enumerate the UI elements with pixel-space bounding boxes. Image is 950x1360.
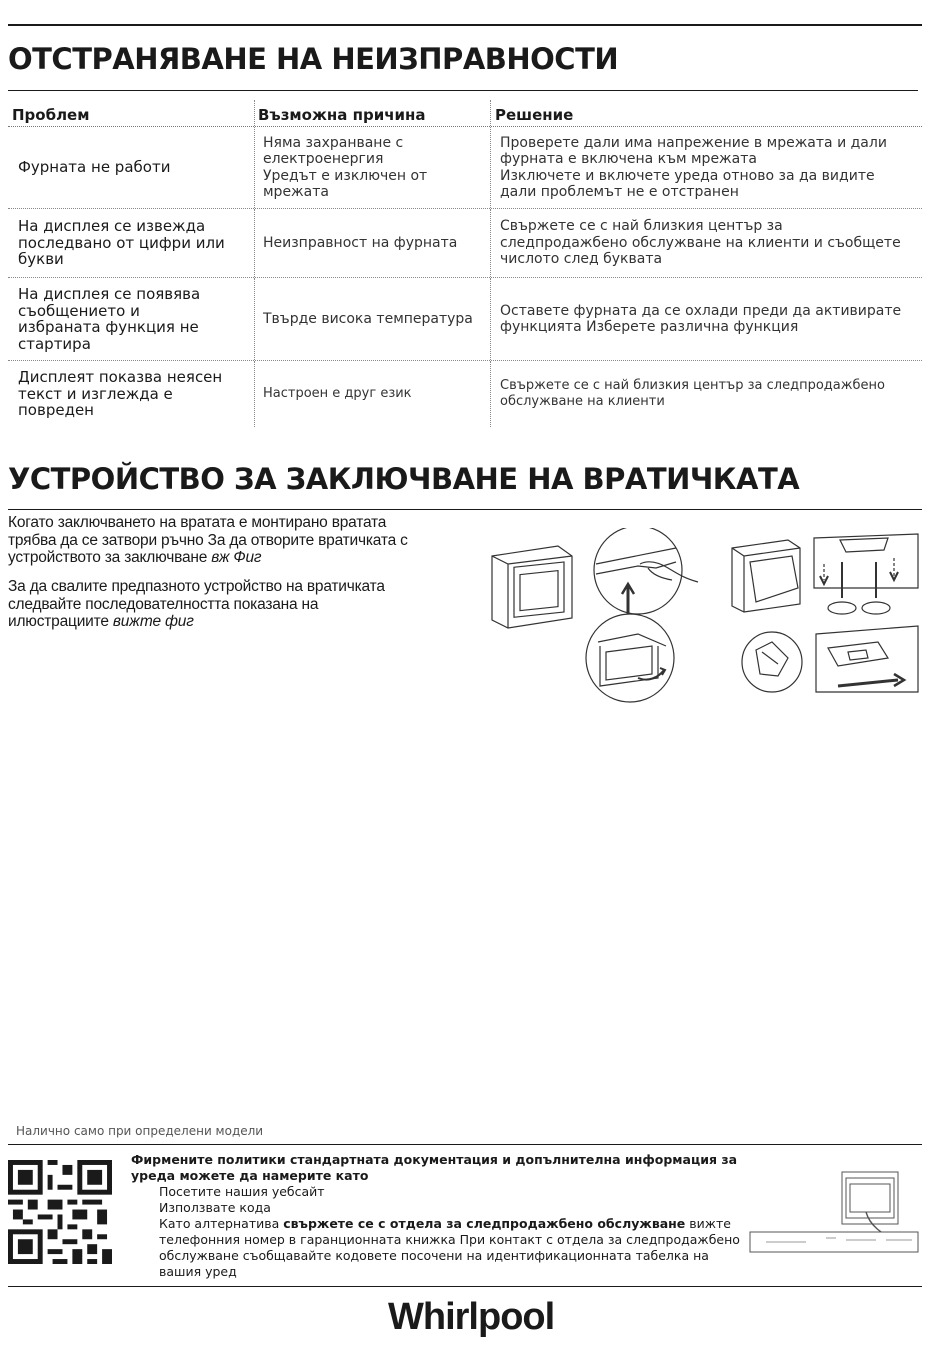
service-post: вижте телефонния номер в гаранционната книжка При контакт с отдела за следпродажбено обслужване съобщавайте кодовете посочени на идентификационната табелка на вашия уред	[159, 1216, 740, 1279]
column-divider	[254, 278, 255, 360]
solution-cell: Оставете фурната да се охлади преди да активирате функцията Изберете различна функция	[500, 302, 902, 335]
column-divider	[490, 278, 491, 360]
service-pre: Като алтернатива	[159, 1216, 284, 1231]
footer-bold-line: Фирмените политики стандартната документация и допълнителна информация за уреда можете да намерите като	[131, 1152, 738, 1183]
qr-code-icon[interactable]	[8, 1160, 112, 1264]
para1-text: Когато заключването на вратата е монтирано вратата трябва да се затвори ръчно За да отворите вратичката с устройството за заключване	[8, 514, 408, 566]
header-problem: Проблем	[12, 106, 90, 124]
cause-cell: Няма захранване с електроенергия Уредът е изключен от мрежата	[263, 134, 428, 200]
footer-website-line: Посетите нашия уебсайт	[159, 1184, 325, 1199]
column-divider	[254, 209, 255, 277]
table-header	[8, 100, 922, 127]
column-divider	[254, 361, 255, 427]
column-divider	[490, 361, 491, 427]
footer-info	[131, 1152, 751, 1280]
availability-note: Налично само при определени модели	[16, 1124, 264, 1138]
column-divider	[254, 100, 255, 126]
header-cause: Възможна причина	[258, 106, 426, 124]
title-underline	[8, 90, 918, 91]
para2-figure-ref: вижте фиг	[112, 613, 194, 630]
door-open-illustration	[488, 528, 708, 704]
column-divider	[490, 127, 491, 208]
footer-top-rule	[8, 1144, 922, 1145]
problem-cell: Фурната не работи	[18, 158, 171, 177]
problem-cell: На дисплея се извежда последвано от цифри или букви	[18, 217, 225, 269]
para1-figure-ref: вж Фиг	[211, 549, 262, 566]
solution-cell: Свържете се с най близкия център за следпродажбено обслужване на клиенти	[500, 377, 885, 409]
rating-plate-illustration	[746, 1170, 922, 1260]
footer-qr-line: Използвате кода	[159, 1200, 271, 1215]
troubleshooting-title: ОТСТРАНЯВАНЕ НА НЕИЗПРАВНОСТИ	[8, 42, 619, 76]
door-lock-removal-illustration	[728, 528, 928, 704]
cause-cell: Настроен е друг език	[263, 385, 412, 401]
problem-cell: На дисплея се появява съобщението и избраната функция не стартира	[18, 285, 201, 353]
table-row	[8, 361, 922, 427]
column-divider	[490, 209, 491, 277]
footer-bottom-rule	[8, 1286, 922, 1287]
header-solution: Решение	[495, 106, 574, 124]
footer-service-line	[131, 1216, 751, 1280]
table-row	[8, 127, 922, 209]
door-lock-paragraph-2	[8, 578, 478, 631]
solution-cell: Свържете се с най близкия център за следпродажбено обслужване на клиенти и съобщете числото след буквата	[500, 218, 901, 268]
door-lock-title: УСТРОЙСТВО ЗА ЗАКЛЮЧВАНЕ НА ВРАТИЧКАТА	[8, 462, 800, 496]
whirlpool-logo: Whirlpool	[388, 1296, 555, 1338]
troubleshooting-table	[8, 100, 922, 427]
cause-cell: Неизправност на фурната	[263, 234, 458, 251]
column-divider	[254, 127, 255, 208]
top-rule	[8, 24, 922, 26]
cause-cell: Твърде висока температура	[263, 310, 473, 327]
solution-cell: Проверете дали има напрежение в мрежата и дали фурната е включена към мрежата Изключете и включете уреда отново за да видите дали проблемът не е отстранен	[500, 134, 887, 200]
section2-underline	[8, 509, 922, 510]
table-row	[8, 209, 922, 278]
para2-text: За да свалите предпазното устройство на вратичката следвайте последователността показана на илюстрациите	[8, 578, 385, 630]
service-bold: свържете се с отдела за следпродажбено обслужване	[283, 1216, 686, 1231]
problem-cell: Дисплеят показва неясен текст и изглежда е повреден	[18, 368, 223, 420]
door-lock-paragraph-1	[8, 514, 478, 567]
column-divider	[490, 100, 491, 126]
table-row	[8, 278, 922, 361]
